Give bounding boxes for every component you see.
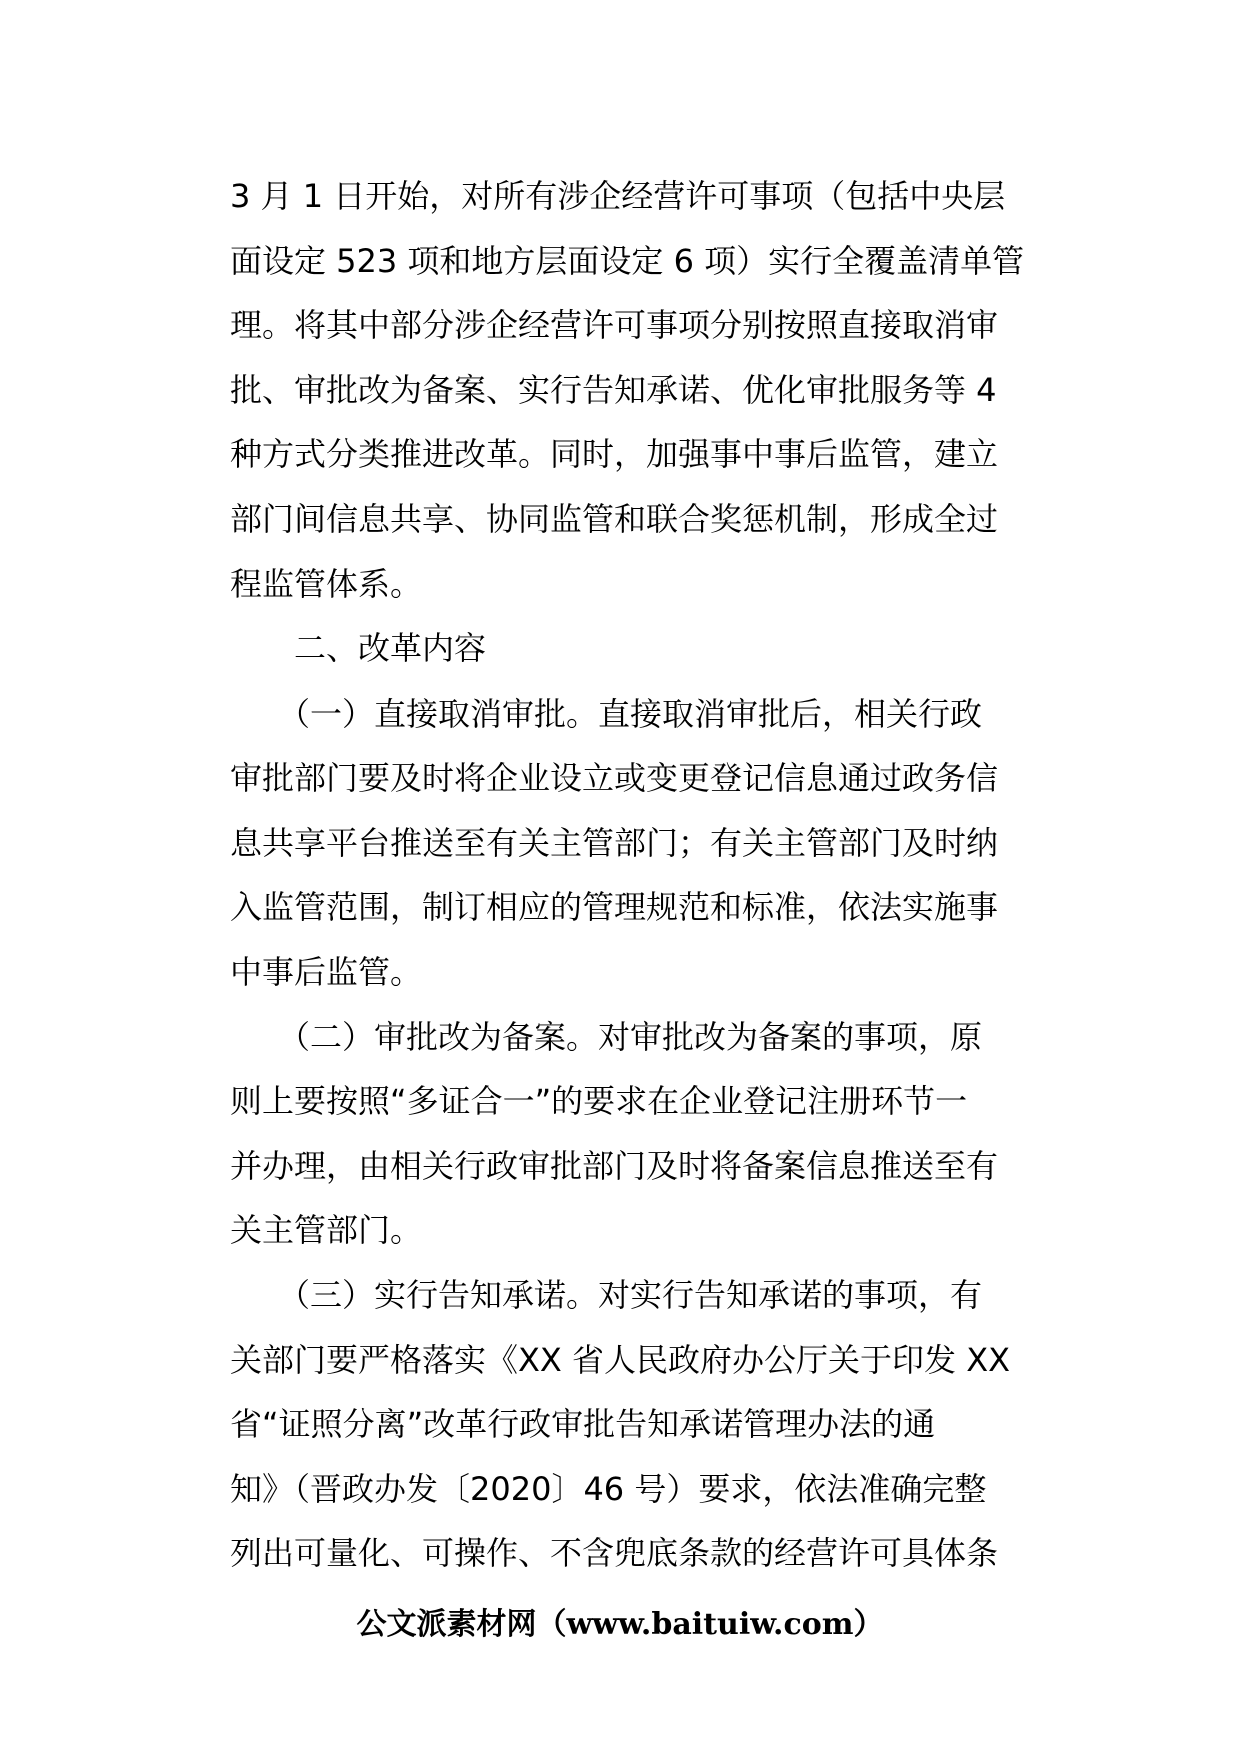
text-line: 部门间信息共享、协同监管和联合奖惩机制，形成全过 — [230, 499, 999, 538]
text-line: 批、审批改为备案、实行告知承诺、优化审批服务等 4 — [230, 370, 997, 409]
text-line: 关部门要严格落实《XX 省人民政府办公厅关于印发 XX — [230, 1340, 1011, 1379]
text-line: 省“证照分离”改革行政审批告知承诺管理办法的通 — [230, 1405, 936, 1444]
text-line: 中事后监管。 — [230, 953, 423, 992]
text-line: 审批部门要及时将企业设立或变更登记信息通过政务信 — [230, 759, 999, 798]
text-line: （二）审批改为备案。对审批改为备案的事项，原 — [230, 1017, 983, 1056]
footer-watermark: 公文派素材网（www.baituiw.com） — [356, 1607, 884, 1642]
text-line: 3 月 1 日开始，对所有涉企经营许可事项（包括中央层 — [230, 177, 1006, 215]
text-line: 知》（晋政办发〔2020〕46 号）要求，依法准确完整 — [230, 1469, 987, 1508]
text-line: 并办理，由相关行政审批部门及时将备案信息推送至有 — [230, 1146, 999, 1185]
text-line: 息共享平台推送至有关主管部门；有关主管部门及时纳 — [230, 823, 999, 862]
document-body — [230, 164, 1050, 1586]
text-line: （三）实行告知承诺。对实行告知承诺的事项，有 — [230, 1276, 983, 1314]
section-heading: 二、改革内容 — [230, 629, 487, 668]
text-line: 入监管范围，制订相应的管理规范和标准，依法实施事 — [230, 888, 999, 927]
text-line: 理。将其中部分涉企经营许可事项分别按照直接取消审 — [230, 306, 999, 345]
text-line: （一）直接取消审批。直接取消审批后，相关行政 — [230, 694, 983, 733]
text-line: 列出可量化、可操作、不含兜底条款的经营许可具体条 — [230, 1534, 999, 1573]
text-line: 程监管体系。 — [230, 564, 423, 603]
text-line: 种方式分类推进改革。同时，加强事中事后监管，建立 — [230, 435, 999, 474]
text-line: 面设定 523 项和地方层面设定 6 项）实行全覆盖清单管 — [230, 241, 1025, 280]
text-line: 关主管部门。 — [230, 1211, 423, 1250]
text-line: 则上要按照“多证合一”的要求在企业登记注册环节一 — [230, 1082, 968, 1121]
